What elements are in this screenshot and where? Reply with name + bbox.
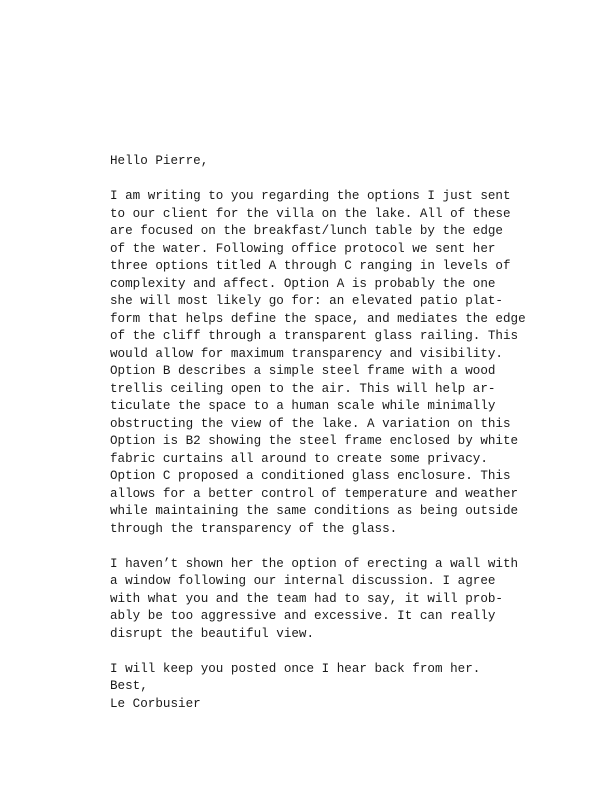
paragraph-line: disrupt the beautiful view. <box>110 626 315 641</box>
paragraph-line: Option is B2 showing the steel frame enclosed by white <box>110 434 519 448</box>
greeting: Hello Pierre, <box>110 154 209 168</box>
paragraph-line: ticulate the space to a human scale while minimally <box>110 399 496 413</box>
closing-line: I will keep you posted once I hear back from her. <box>110 661 481 676</box>
paragraph-line: of the cliff through a transparent glass railing. This <box>110 329 519 343</box>
paragraph-wall-option <box>110 556 519 644</box>
paragraph-line: of the water. Following office protocol we sent her <box>110 241 496 256</box>
paragraph-line: while maintaining the same conditions as being outside <box>110 504 519 518</box>
paragraph-line: through the transparency of the glass. <box>110 521 398 536</box>
paragraph-options <box>110 188 526 538</box>
paragraph-gap <box>110 643 510 661</box>
paragraph-line: allows for a better control of temperature and weather <box>110 486 519 501</box>
paragraph-line: fabric curtains all around to create some privacy. <box>110 451 488 466</box>
paragraph-line: obstructing the view of the lake. A variation on this <box>110 416 511 431</box>
paragraph-line: three options titled A through C ranging in levels of <box>110 259 511 273</box>
paragraph-line: Option C proposed a conditioned glass enclosure. This <box>110 469 511 483</box>
paragraph-line: I am writing to you regarding the options I just sent <box>110 189 511 203</box>
paragraph-line: form that helps define the space, and mediates the edge <box>110 311 526 326</box>
letter-body <box>110 153 526 713</box>
paragraph-line: to our client for the villa on the lake. All of these <box>110 206 511 221</box>
signature: Le Corbusier <box>110 696 201 711</box>
paragraph-line: she will most likely go for: an elevated patio plat- <box>110 294 503 308</box>
paragraph-line: a window following our internal discussion. I agree <box>110 574 496 588</box>
paragraph-gap <box>110 538 510 556</box>
paragraph-line: I haven’t shown her the option of erecting a wall with <box>110 556 519 571</box>
paragraph-line: are focused on the breakfast/lunch table by the edge <box>110 224 503 238</box>
signoff: Best, <box>110 679 148 693</box>
paragraph-line: would allow for maximum transparency and visibility. <box>110 346 503 361</box>
paragraph-line: trellis ceiling open to the air. This will help ar- <box>110 381 496 396</box>
paragraph-line: Option B describes a simple steel frame with a wood <box>110 364 496 378</box>
paragraph-line: with what you and the team had to say, it will prob- <box>110 591 503 606</box>
paragraph-line: ably be too aggressive and excessive. It can really <box>110 609 496 623</box>
paragraph-line: complexity and affect. Option A is probably the one <box>110 276 496 291</box>
paragraph-gap <box>110 171 510 189</box>
